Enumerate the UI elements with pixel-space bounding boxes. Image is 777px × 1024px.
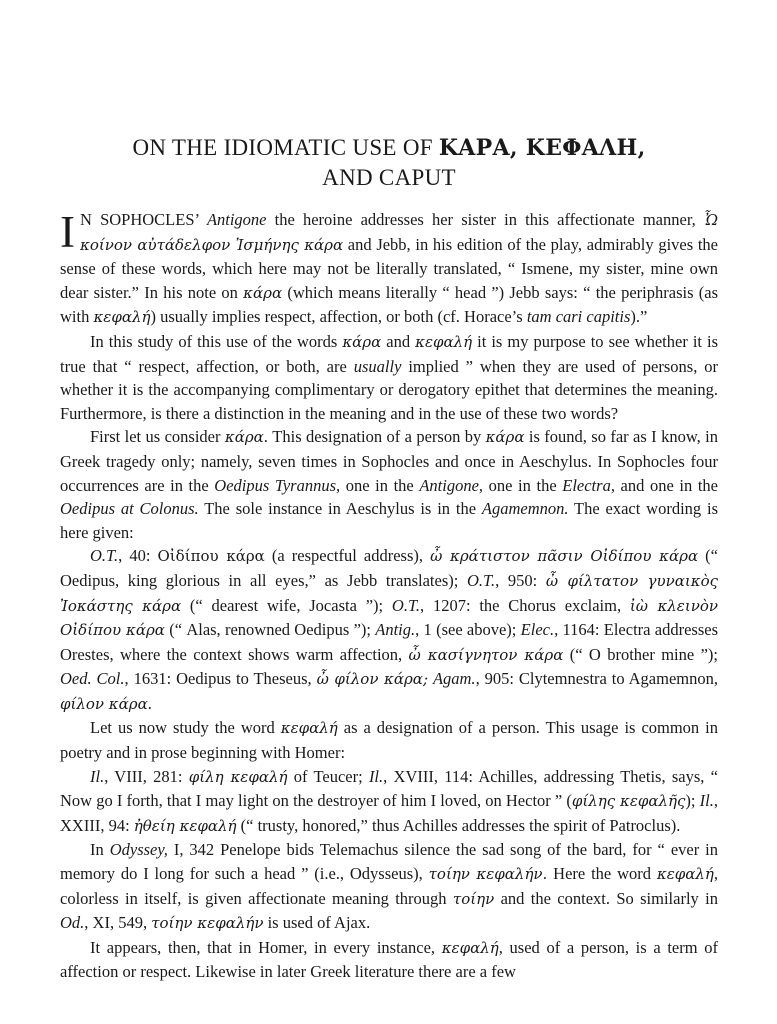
paragraph-4: O.T., 40: Οἰδίπου κάρα (a respectful address), ὦ κράτιστον πᾶσιν Οἰδίπου κάρα (“ Oedipus, king glorious in all eyes,” as Jebb translates); O.T., 950: ὦ φίλτατον γυναικὸς Ἰοκάστης κάρα (“ dearest wife, Jocasta ”); O.T., 1207: the Chorus exclaim, ἰὼ κλεινὸν Οἰδίπου κάρα (“ Alas, renowned Oedipus ”); Antig., 1 (see above); Elec., 1164: Electra addresses Orestes, where the context shows warm affection, ὦ κασίγνητον κάρα (“ O brother mine ”); Oed. Col., 1631: Oedipus to Theseus, ὦ φίλον κάρα; Agam., 905: Clytemnestra to Agamemnon, φίλον κάρα. [60,546,719,713]
article-page [60,0,718,984]
article-title [60,133,718,192]
title-prefix: ON THE IDIOMATIC USE OF [132,135,439,160]
article-body [60,208,718,984]
paragraph-3: First let us consider κάρα. This designation of a person by κάρα is found, so far as I know, in Greek tragedy only; namely, seven times in Sophocles and once in Aeschylus. In Sophocles four occurrences are in the Oedipus Tyrannus, one in the Antigone, one in the Electra, and one in the Oedipus at Colonus. The sole instance in Aeschylus is in the Agamemnon. The exact wording is here given: [60,427,719,542]
paragraph-5: Let us now study the word κεφαλή as a designation of a person. This usage is common in poetry and in prose beginning with Homer: [60,718,718,763]
paragraph-2: In this study of this use of the words κάρα and κεφαλή it is my purpose to see whether it is true that “ respect, affection, or both, are usually implied ” when they are used of persons, or whether it is the accompanying complimentary or derogatory epithet that determines the meaning. Furthermore, is there a distinction in the meaning and in the use of these two words? [60,331,719,423]
paragraph-1: I N SOPHOCLES’ Antigone the heroine addresses her sister in this affectionate manner, Ὦ κοίνον αὐτάδελφον Ἰσμήνης κάρα and Jebb, in his edition of the play, admirably gives the sense of these words, which here may not be literally translated, “ Ismene, my sister, mine own dear sister.” In his note on κάρα (which means literally “ head ”) Jebb says: “ the periphrasis (as with κεφαλή) usually implies respect, affection, or both (cf. Horace’s tam cari capitis).” [60,207,718,327]
paragraph-7: In Odyssey, I, 342 Penelope bids Telemachus silence the sad song of the bard, for “ ever in memory do I long for such a head ” (i.e., Odysseus), τοίην κεφαλήν. Here the word κεφαλή, colorless in itself, is given affectionate meaning through τοίην and the context. So similarly in Od., XI, 549, τοίην κεφαλήν is used of Ajax. [60,840,718,933]
paragraph-8: It appears, then, that in Homer, in every instance, κεφαλή, used of a person, is a term of affection or respect. Likewise in later Greek literature there are a few [60,937,718,982]
paragraph-6: Il., VIII, 281: φίλη κεφαλή of Teucer; Il., XVIII, 114: Achilles, addressing Thetis, says, “ Now go I forth, that I may light on the destroyer of him I loved, on Hector ” (φίλης κεφαλῆς); Il., XXIII, 94: ἠθείη κεφαλή (“ trusty, honored,” thus Achilles addresses the spirit of Patroclus). [60,766,718,835]
drop-cap: I [60,207,75,257]
title-line-2: AND CAPUT [322,165,456,190]
title-greek-words: ΚΑΡΑ, ΚΕΦΑΛΗ, [438,135,646,161]
